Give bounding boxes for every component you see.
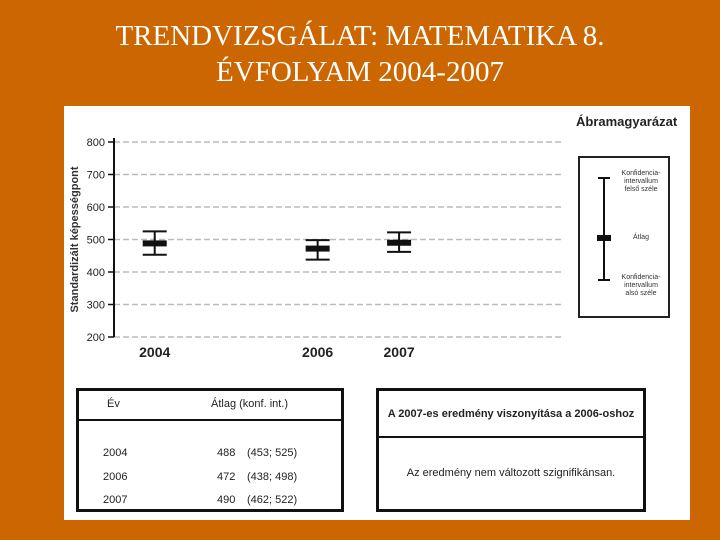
table-row-ci: (438; 498) [247,471,298,483]
legend-upper-label: Konfidencia- intervallum felső széle [621,170,661,193]
slide-title-line2: ÉVFOLYAM 2004-2007 [216,56,504,88]
y-axis-label: Standardizált képességpont [69,166,81,313]
results-table [76,388,344,512]
legend-mean-label: Átlag [633,234,649,241]
table-row-year: 2007 [103,494,128,506]
comparison-title: A 2007-es eredmény viszonyítása a 2006-oshoz [379,391,643,438]
y-tick-label: 200 [86,332,105,344]
table-row-year: 2006 [103,471,128,483]
y-tick-label: 700 [86,169,105,182]
table-row-mean: 490 [217,494,236,506]
results-table-header [79,391,341,421]
comparison-box [376,388,646,512]
mean-marker [387,240,411,246]
legend-box [578,156,670,318]
legend-lower-label: Konfidencia- intervallum alsó széle [621,274,661,297]
legend-mean-marker [597,235,611,241]
table-row-mean: 472 [217,471,236,483]
col-header-mean: Átlag (konf. int.) [211,398,289,410]
col-header-year: Év [107,398,120,410]
table-row-mean: 488 [217,447,236,459]
slide-title-line1: TRENDVIZSGÁLAT: MATEMATIKA 8. [115,20,605,52]
y-tick-label: 300 [86,299,105,312]
content-panel [64,106,690,520]
y-tick-label: 400 [86,267,105,279]
x-tick-label: 2006 [302,344,334,360]
table-row-year: 2004 [103,447,128,459]
y-tick-label: 500 [86,234,105,247]
table-row-ci: (453; 525) [247,447,298,459]
y-tick-label: 800 [86,137,105,149]
mean-marker [306,246,330,252]
comparison-text: Az eredmény nem változott szignifikánsan. [406,467,616,479]
x-tick-label: 2007 [383,344,415,360]
slide-title [0,18,720,90]
y-tick-label: 600 [86,202,105,214]
x-tick-label: 2004 [139,344,171,360]
mean-marker [143,240,167,246]
legend-title: Ábramagyarázat [576,114,678,129]
table-row-ci: (462; 522) [247,494,298,506]
